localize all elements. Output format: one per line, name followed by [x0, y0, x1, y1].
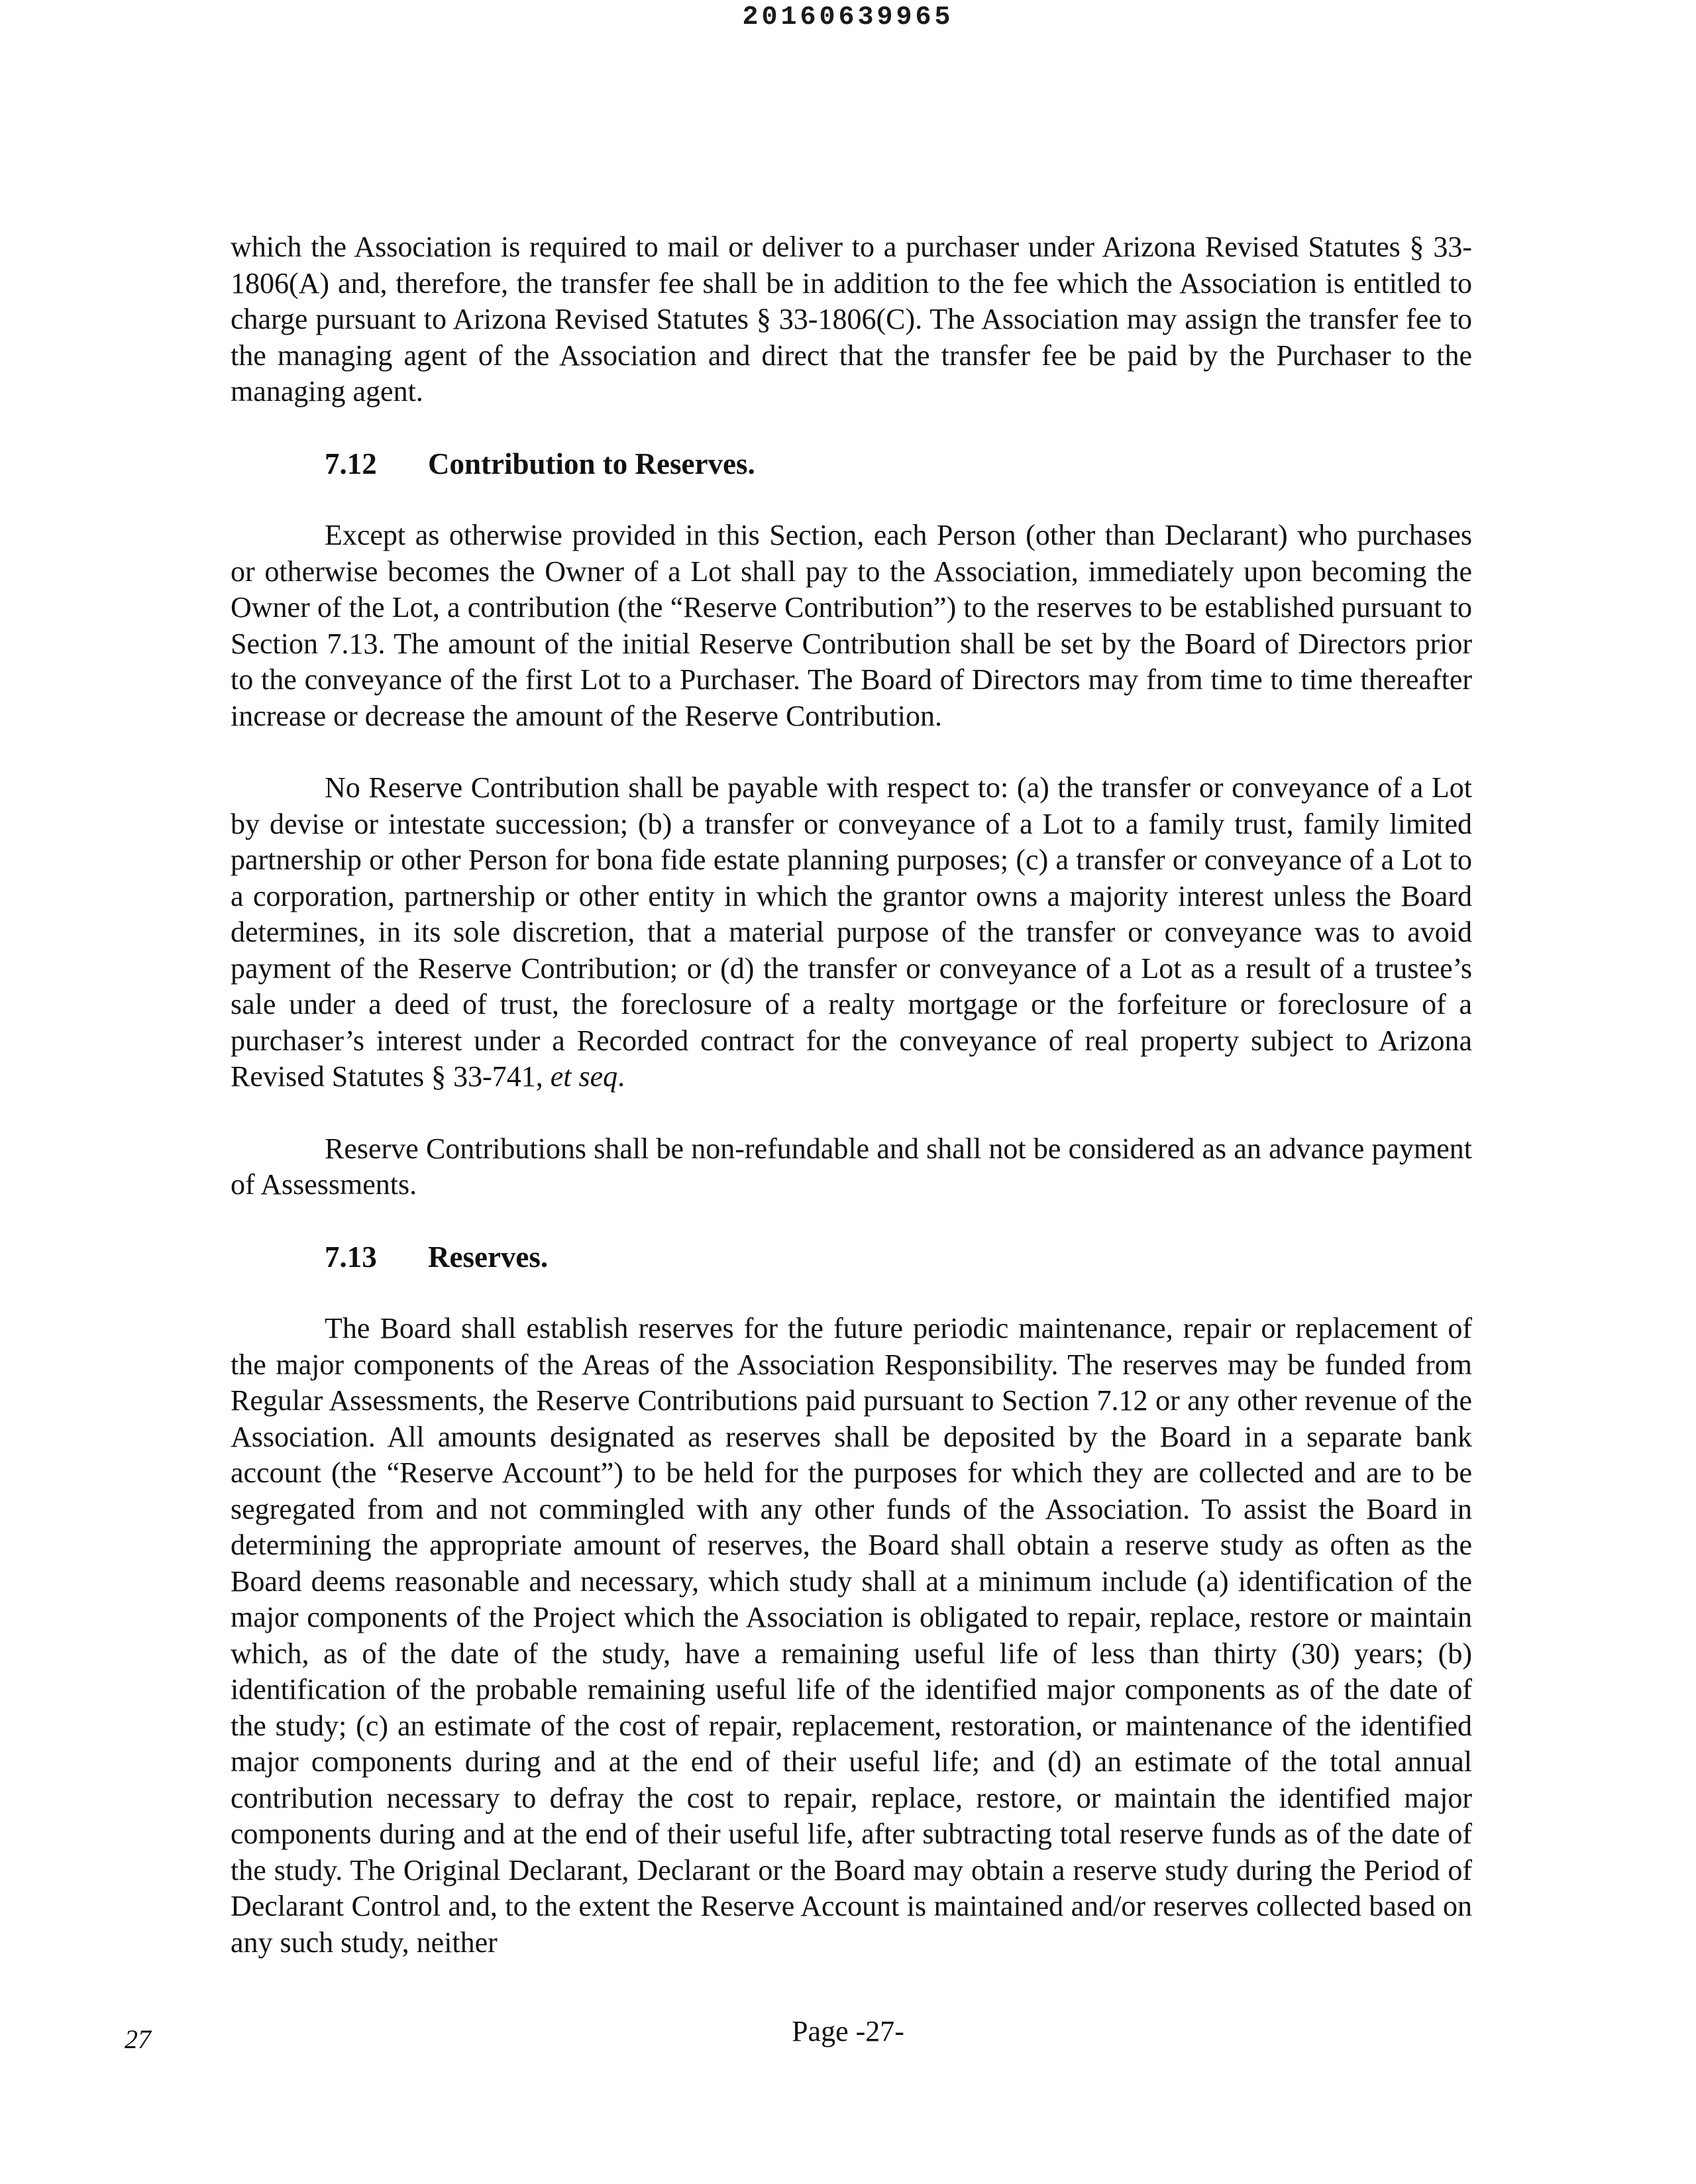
section-7-12-paragraph-2-text: No Reserve Contribution shall be payable with respect to: (a) the transfer or conveyance of a Lot by devise or intestate succession; (b) a transfer or conveyance of a Lot to a family trust, family limited partnership or other Person for bona fide estate planning purposes; (c) a transfer or conveyance of a Lot to a corporation, partnership or other entity in which the grantor owns a majority interest unless the Board determines, in its sole discretion, that a material purpose of the transfer or conveyance was to avoid payment of the Reserve Contribution; or (d) the transfer or conveyance of a Lot as a result of a trustee’s sale under a deed of trust, the foreclosure of a realty mortgage or the forfeiture or foreclosure of a purchaser’s interest under a Recorded contract for the conveyance of real property subject to Arizona Revised Statutes § 33-741,: [231, 771, 1472, 1093]
document-number: 20160639965: [742, 3, 954, 32]
section-7-13-title: Reserves.: [428, 1240, 549, 1274]
continuation-paragraph: which the Association is required to mail or deliver to a purchaser under Arizona Revised Statutes § 33-1806(A) and, therefore, the transfer fee shall be in addition to the fee which the Association is entitled to charge pursuant to Arizona Revised Statutes § 33-1806(C). The Association may assign the transfer fee to the managing agent of the Association and direct that the transfer fee be paid by the Purchaser to the managing agent.: [231, 231, 1472, 408]
section-7-12-paragraph-3: Reserve Contributions shall be non-refundable and shall not be considered as an advance payment of Assessments.: [231, 1132, 1472, 1201]
section-7-12-paragraph-2: [231, 770, 1472, 1095]
margin-page-mark: 27: [125, 2024, 151, 2054]
section-7-13-heading: [325, 1239, 1472, 1276]
et-seq-citation: et seq: [550, 1060, 618, 1093]
section-7-13-paragraph-1: The Board shall establish reserves for the future periodic maintenance, repair or replacement of the major components of the Areas of the Association Responsibility. The reserves may be funded from Regular Assessments, the Reserve Contributions paid pursuant to Section 7.12 or any other revenue of the Association. All amounts designated as reserves shall be deposited by the Board in a separate bank account (the “Reserve Account”) to be held for the purposes for which they are collected and are to be segregated from and not commingled with any other funds of the Association. To assist the Board in determining the appropriate amount of reserves, the Board shall obtain a reserve study as often as the Board deems reasonable and necessary, which study shall at a minimum include (a) identification of the major components of the Project which the Association is obligated to repair, replace, restore or maintain which, as of the date of the study, have a remaining useful life of less than thirty (30) years; (b) identification of the probable remaining useful life of the identified major components as of the date of the study; (c) an estimate of the cost of repair, replacement, restoration, or maintenance of the identified major components during and at the end of their useful life; and (d) an estimate of the total annual contribution necessary to defray the cost to repair, replace, restore, or maintain the identified major components during and at the end of their useful life, after subtracting total reserve funds as of the date of the study. The Original Declarant, Declarant or the Board may obtain a reserve study during the Period of Declarant Control and, to the extent the Reserve Account is maintained and/or reserves collected based on any such study, neither: [231, 1312, 1472, 1959]
section-7-12-heading: [325, 446, 1472, 482]
page-body: [231, 229, 1472, 1961]
section-7-12-paragraph-1: Except as otherwise provided in this Section, each Person (other than Declarant) who purchases or otherwise becomes the Owner of a Lot shall pay to the Association, immediately upon becoming the Owner of the Lot, a contribution (the “Reserve Contribution”) to the reserves to be established pursuant to Section 7.13. The amount of the initial Reserve Contribution shall be set by the Board of Directors prior to the conveyance of the first Lot to a Purchaser. The Board of Directors may from time to time thereafter increase or decrease the amount of the Reserve Contribution.: [231, 519, 1472, 732]
page-number: Page -27-: [792, 2015, 904, 2048]
section-7-12-number: 7.12: [325, 447, 377, 480]
section-7-12-paragraph-2-end: .: [617, 1060, 625, 1093]
section-7-13-number: 7.13: [325, 1240, 377, 1274]
section-7-12-title: Contribution to Reserves.: [428, 447, 755, 480]
